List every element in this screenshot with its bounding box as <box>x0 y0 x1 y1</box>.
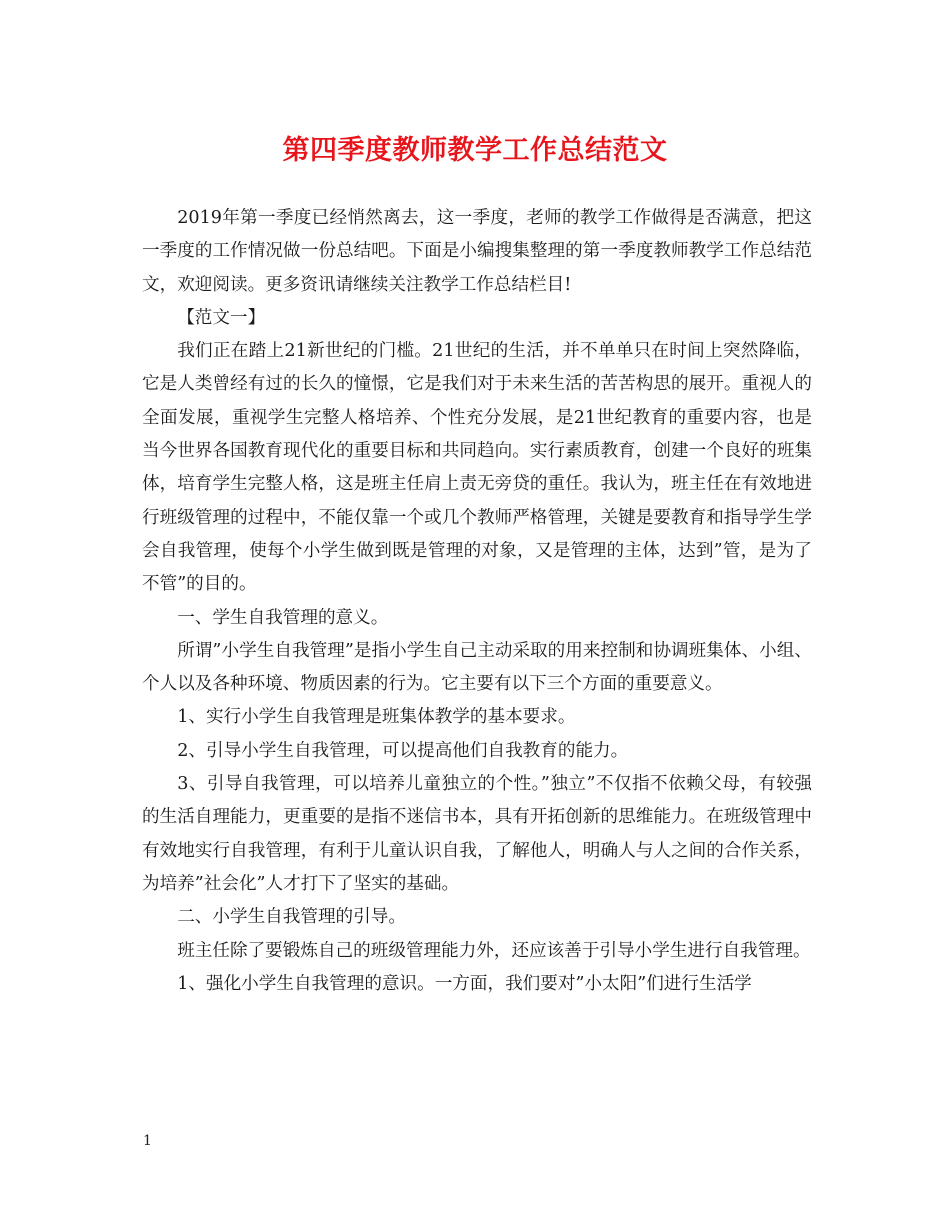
paragraph-definition: 所谓”小学生自我管理”是指小学生自己主动采取的用来控制和协调班集体、小组、个人以及各种环境、物质因素的行为。它主要有以下三个方面的重要意义。 <box>142 640 812 695</box>
paragraph-intro: 2019年第一季度已经悄然离去，这一季度，老师的教学工作做得是否满意，把这一季度的工作情况做一份总结吧。下面是小编搜集整理的第一季度教师教学工作总结范文，欢迎阅读。更多资讯请继续关注教学工作总结栏目! <box>142 208 812 295</box>
document-body <box>142 202 812 1001</box>
section-heading-guidance: 二、小学生自我管理的引导。 <box>177 907 406 928</box>
page-number: 1 <box>143 1133 152 1149</box>
list-item-2: 2、引导小学生自我管理，可以提高他们自我教育的能力。 <box>177 740 629 761</box>
list-item-3: 3、引导自我管理，可以培养儿童独立的个性。”独立”不仅指不依赖父母，有较强的生活自理能力，更重要的是指不迷信书本，具有开拓创新的思维能力。在班级管理中有效地实行自我管理，有利于儿童认识自我，了解他人，明确人与人之间的合作关系，为培养”社会化”人才打下了坚实的基础。 <box>142 774 812 894</box>
document-title: 第四季度教师教学工作总结范文 <box>282 135 668 166</box>
paragraph-sample-heading: 【范文一】 <box>177 307 266 328</box>
paragraph-teacher-role: 班主任除了要锻炼自己的班级管理能力外，还应该善于引导小学生进行自我管理。 <box>177 940 811 961</box>
section-heading-meaning: 一、学生自我管理的意义。 <box>177 607 389 628</box>
list-item-1: 1、实行小学生自我管理是班集体教学的基本要求。 <box>177 707 576 728</box>
paragraph-awareness: 1、强化小学生自我管理的意识。一方面，我们要对”小太阳”们进行生活学 <box>177 973 752 994</box>
paragraph-new-century: 我们正在踏上21新世纪的门槛。21世纪的生活，并不单单只在时间上突然降临，它是人类曾经有过的长久的憧憬，它是我们对于未来生活的苦苦构思的展开。重视人的全面发展，重视学生完整人格培养、个性充分发展，是21世纪教育的重要内容，也是当今世界各国教育现代化的重要目标和共同趋向。实行素质教育，创建一个良好的班集体，培育学生完整人格，这是班主任肩上责无旁贷的重任。我认为，班主任在有效地进行班级管理的过程中，不能仅靠一个或几个教师严格管理，关键是要教育和指导学生学会自我管理，使每个小学生做到既是管理的对象，又是管理的主体，达到”管，是为了不管”的目的。 <box>142 341 812 595</box>
